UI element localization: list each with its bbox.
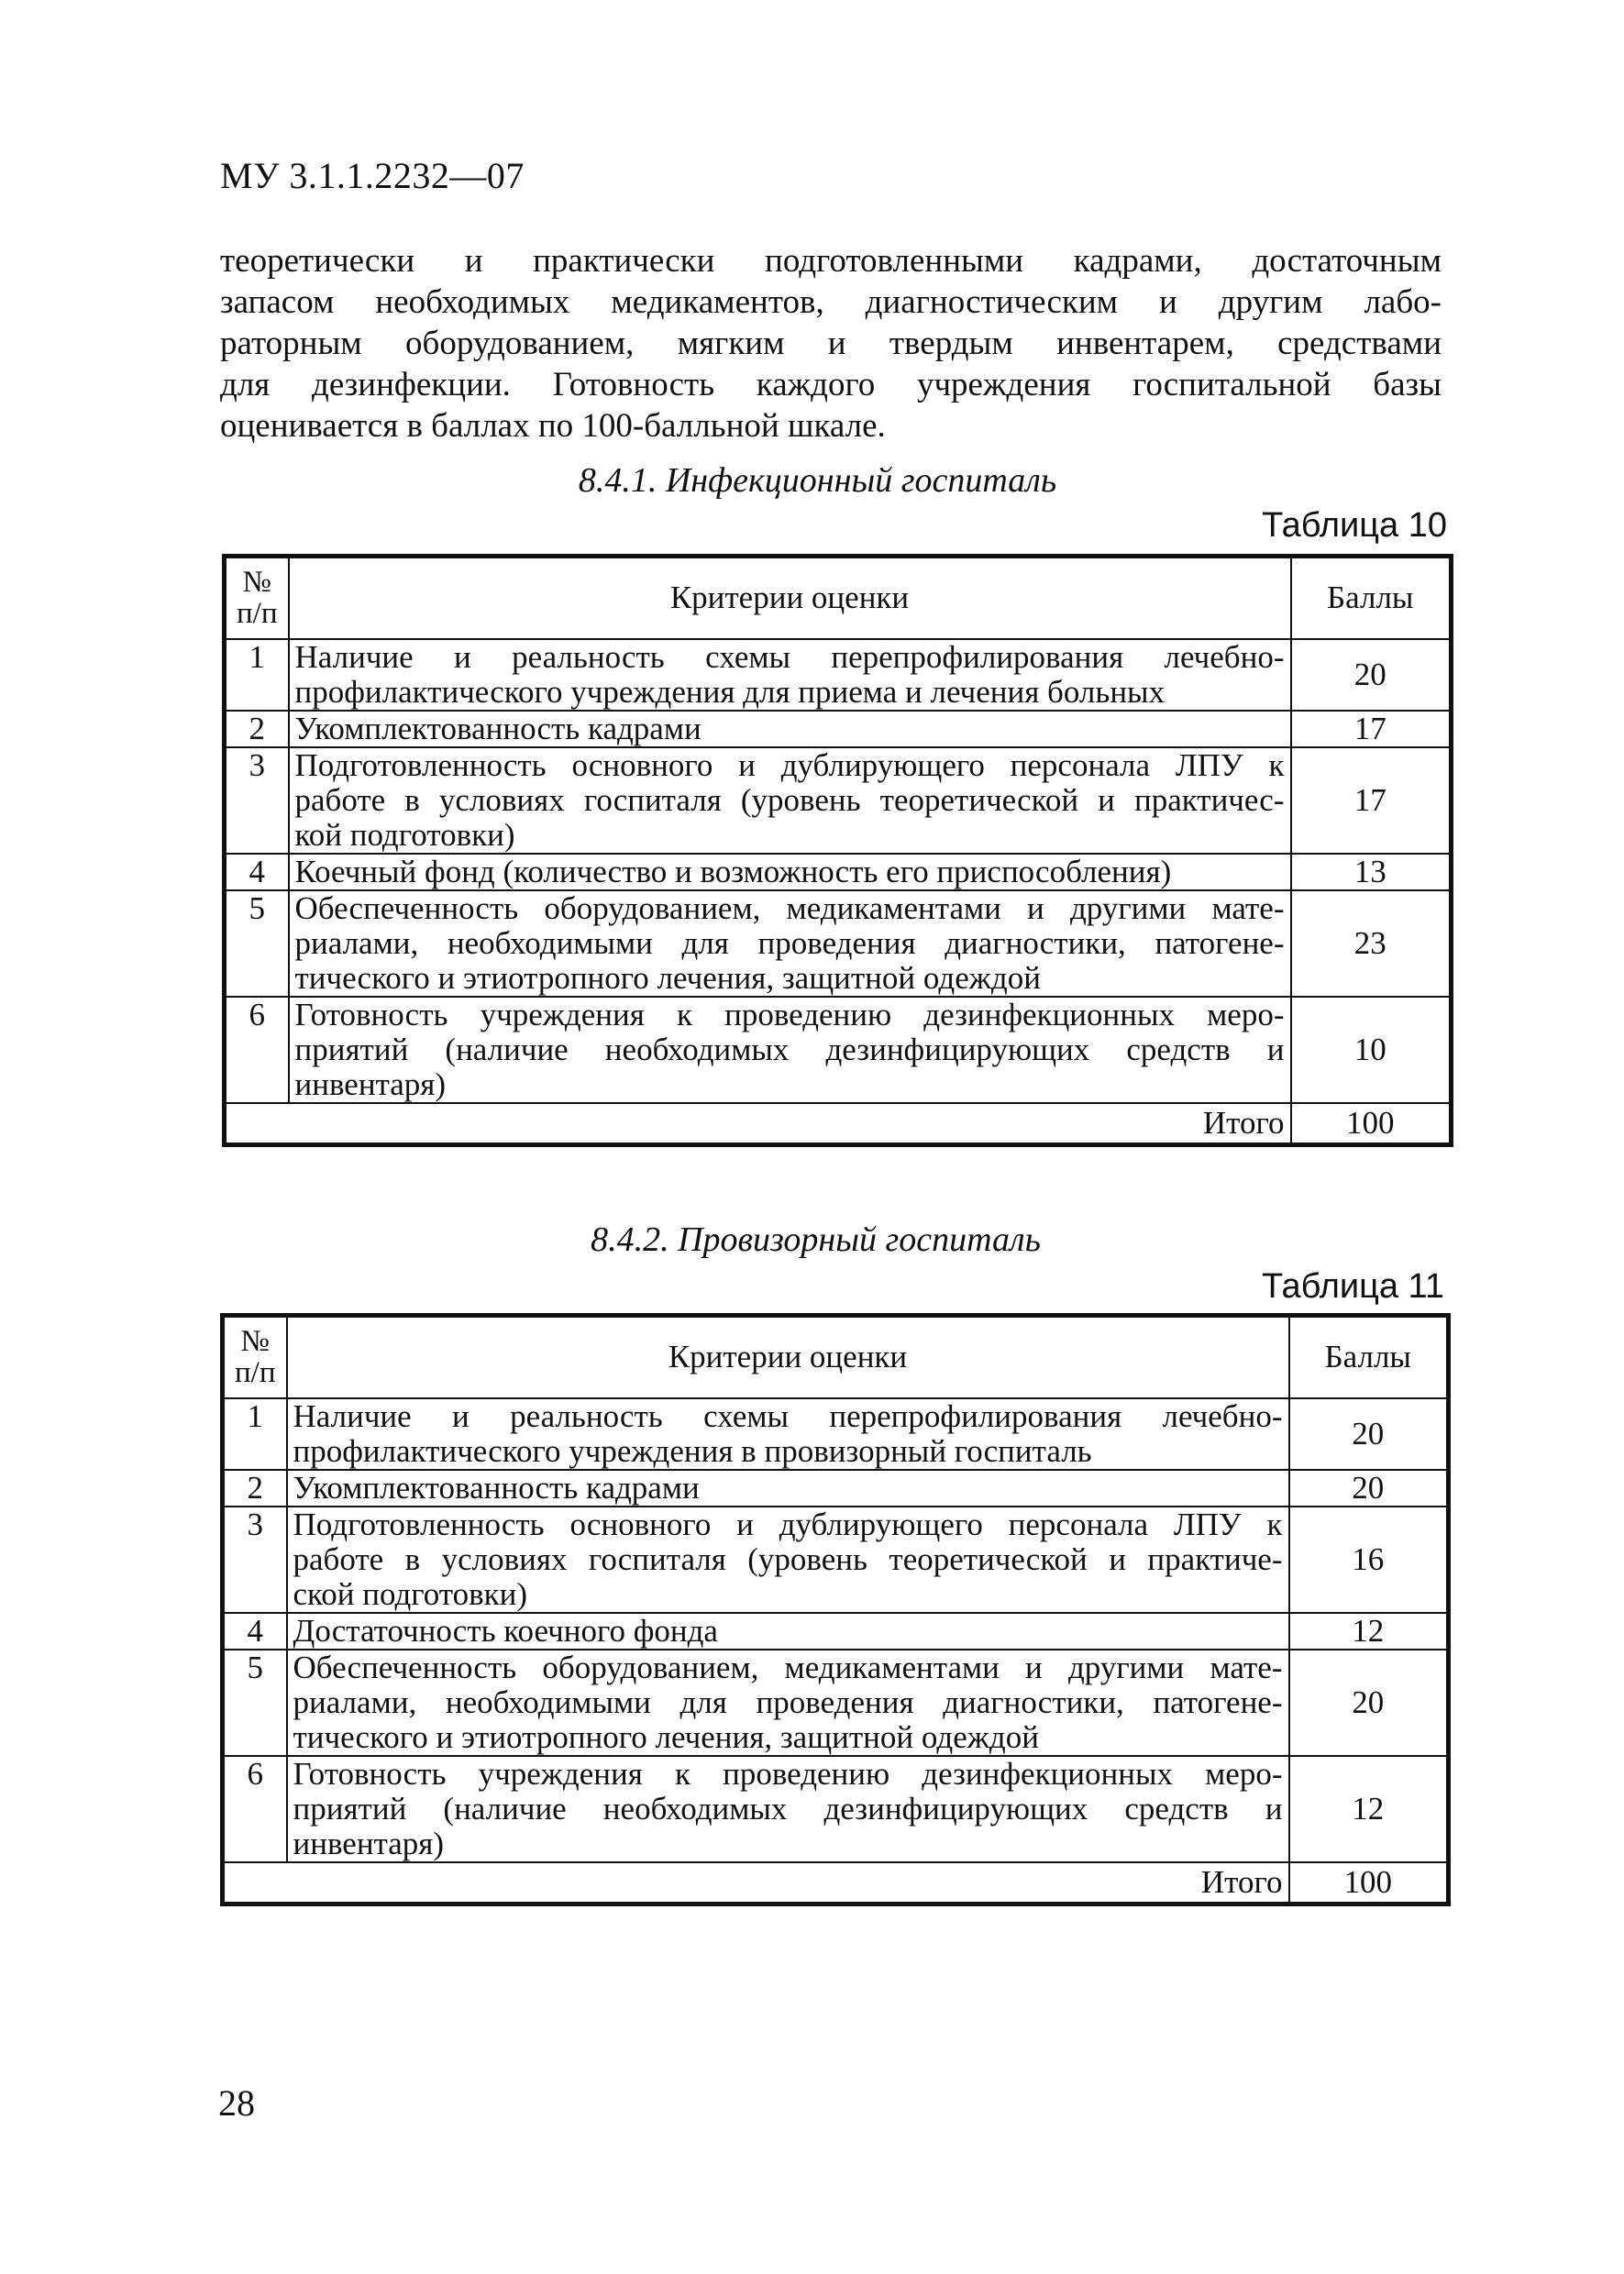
table-row [225,890,1452,997]
table-row [225,747,1452,854]
criterion-text [289,997,1291,1103]
criterion-text [289,639,1291,711]
criteria-table-11 [220,1313,1451,1906]
table-header-row [223,1316,1449,1398]
document-code-header: МУ 3.1.1.2232—07 [220,155,525,196]
criterion-line: Обеспеченность оборудованием, медикаментами и другими мате- [293,1649,1283,1685]
row-number: 5 [225,890,289,997]
score-value: 13 [1291,854,1452,890]
criterion-line: Наличие и реальность схемы перепрофилирования лечебно- [293,1397,1283,1434]
row-number: 5 [223,1650,287,1756]
column-header-score: Баллы [1289,1316,1449,1398]
table-label-10: Таблица 10 [1262,506,1447,545]
score-value: 17 [1291,747,1452,854]
table-header-row [225,557,1452,639]
criterion-line: работе в условиях госпиталя (уровень теоретической и практичес- [294,781,1285,818]
criterion-line: приятий (наличие необходимых дезинфицирующих средств и [294,1031,1285,1067]
criterion-line: Укомплектованность кадрами [294,710,702,746]
score-value: 20 [1289,1470,1449,1507]
table-row [223,1398,1449,1470]
row-number: 3 [223,1507,287,1613]
criterion-text [289,711,1291,747]
row-number: 6 [223,1756,287,1862]
criterion-line: Готовность учреждения к проведению дезинфекционных меро- [294,996,1285,1032]
criteria-table-10 [222,554,1453,1147]
table-row [223,1507,1449,1613]
section-title-provisional-hospital: 8.4.2. Провизорный госпиталь [591,1220,1041,1259]
row-number: 2 [223,1470,287,1507]
paragraph-line: теоретически и практически подготовленными кадрами, достаточным [220,242,1442,280]
column-header-criteria: Критерии оценки [287,1316,1289,1398]
criterion-text [287,1613,1289,1650]
table-row [223,1613,1449,1650]
criterion-line: кой подготовки) [294,816,515,853]
paragraph-line: раторным оборудованием, мягким и твердым инвентарем, средствами [220,325,1442,362]
criterion-line: ской подготовки) [293,1575,528,1612]
row-number: 3 [225,747,289,854]
criterion-line: приятий (наличие необходимых дезинфицирующих средств и [293,1790,1283,1827]
criterion-line: риалами, необходимыми для проведения диагностики, патогене- [293,1683,1283,1720]
criterion-line: Подготовленность основного и дублирующего персонала ЛПУ к [294,746,1285,783]
criterion-text [289,890,1291,997]
criterion-line: тического и этиотропного лечения, защитной одеждой [294,959,1041,996]
row-number: 4 [225,854,289,890]
criterion-text [287,1470,1289,1507]
criterion-line: инвентаря) [294,1065,447,1102]
criterion-line: Наличие и реальность схемы перепрофилирования лечебно- [294,638,1285,675]
criterion-text [289,747,1291,854]
criterion-text [287,1507,1289,1613]
total-value: 100 [1291,1103,1452,1145]
total-value: 100 [1289,1862,1449,1904]
table-total-row [225,1103,1452,1145]
table-row [223,1470,1449,1507]
total-label: Итого [225,1103,1291,1145]
row-number: 2 [225,711,289,747]
row-number: 4 [223,1613,287,1650]
row-number: 6 [225,997,289,1103]
criterion-line: тического и этиотропного лечения, защитной одеждой [293,1718,1039,1755]
paragraph-line: для дезинфекции. Готовность каждого учреждения госпитальной базы [220,366,1442,403]
table-total-row [223,1862,1449,1904]
criterion-text [289,854,1291,890]
criterion-line: Готовность учреждения к проведению дезинфекционных меро- [293,1755,1283,1792]
score-value: 10 [1291,997,1452,1103]
paragraph-line: запасом необходимых медикаментов, диагностическим и другим лабо- [220,283,1442,321]
table-row [225,711,1452,747]
table-label-11: Таблица 11 [1262,1267,1444,1306]
table-row [223,1756,1449,1862]
criterion-line: профилактического учреждения для приема и лечения больных [294,673,1166,710]
table-row [225,854,1452,890]
criterion-text [287,1398,1289,1470]
table-row [225,639,1452,711]
table-row [225,997,1452,1103]
intro-paragraph [220,240,1442,447]
page-number: 28 [218,2082,255,2124]
row-number: 1 [223,1398,287,1470]
column-header-number: № п/п [223,1316,287,1398]
score-value: 17 [1291,711,1452,747]
section-title-infectious-hospital: 8.4.1. Инфекционный госпиталь [578,461,1057,500]
criterion-line: Достаточность коечного фонда [293,1612,718,1649]
row-number: 1 [225,639,289,711]
score-value: 16 [1289,1507,1449,1613]
criterion-line: инвентаря) [293,1825,445,1861]
score-value: 20 [1289,1398,1449,1470]
score-value: 12 [1289,1613,1449,1650]
column-header-score: Баллы [1291,557,1452,639]
paragraph-line: оценивается в баллах по 100-балльной шкале. [220,407,886,445]
column-header-criteria: Критерии оценки [289,557,1291,639]
column-header-number: № п/п [225,557,289,639]
criterion-line: Коечный фонд (количество и возможность его приспособления) [294,853,1172,889]
criterion-line: профилактического учреждения в провизорный госпиталь [293,1432,1092,1469]
score-value: 23 [1291,890,1452,997]
criterion-line: работе в условиях госпиталя (уровень теоретической и практиче- [293,1540,1283,1577]
criterion-text [287,1756,1289,1862]
score-value: 20 [1289,1650,1449,1756]
criterion-line: риалами, необходимыми для проведения диагностики, патогене- [294,924,1285,961]
score-value: 20 [1291,639,1452,711]
table-row [223,1650,1449,1756]
total-label: Итого [223,1862,1289,1904]
criterion-line: Укомплектованность кадрами [293,1469,700,1506]
criterion-text [287,1650,1289,1756]
criterion-line: Подготовленность основного и дублирующего персонала ЛПУ к [293,1506,1283,1542]
criterion-line: Обеспеченность оборудованием, медикаментами и другими мате- [294,889,1285,926]
score-value: 12 [1289,1756,1449,1862]
